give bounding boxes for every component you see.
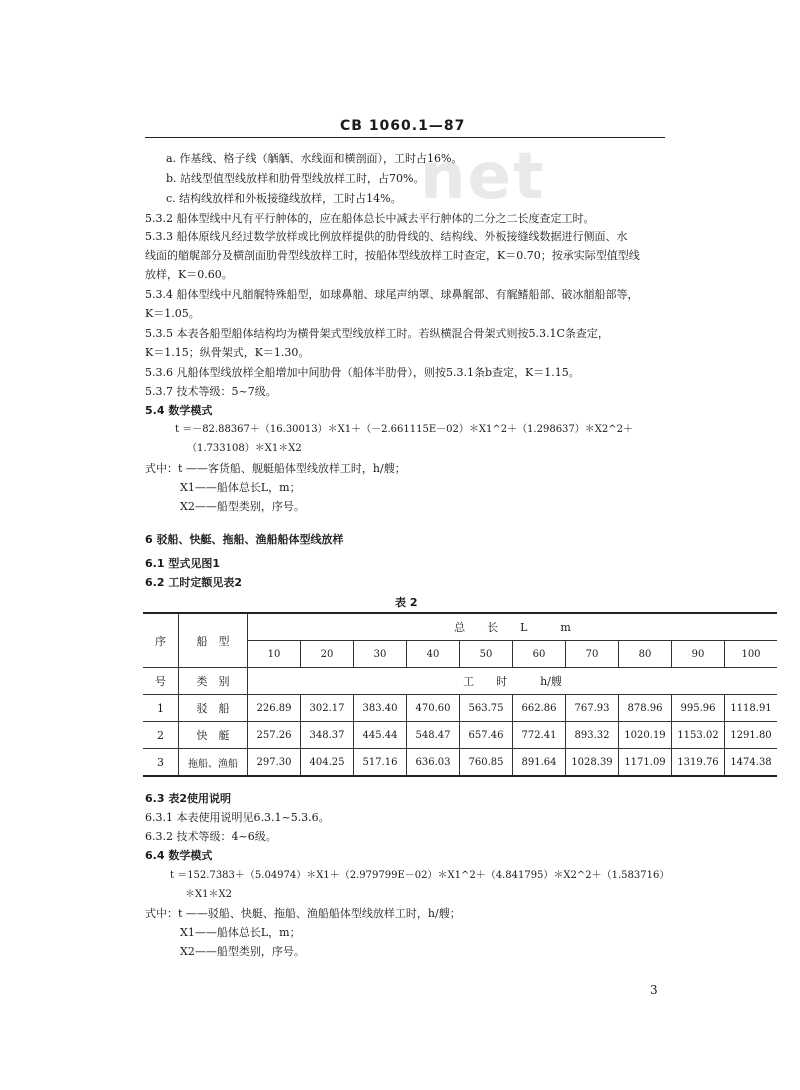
type-header-2: 类 别 — [179, 668, 248, 695]
document-code: CB 1060.1—87 — [340, 118, 466, 134]
clause-5-3-5-line2: K＝1.15；纵骨架式，K＝1.30。 — [145, 346, 310, 359]
cell: 1020.19 — [619, 722, 672, 749]
clause-5-3-7: 5.3.7 技术等级：5~7级。 — [145, 385, 277, 398]
row-type: 驳 船 — [179, 695, 248, 722]
formula-2-line2: ＊X1＊X2 — [185, 889, 232, 900]
cell: 893.32 — [566, 722, 619, 749]
cell: 470.60 — [407, 695, 460, 722]
cell: 662.86 — [513, 695, 566, 722]
formula-2-line1: t ＝152.7383＋（5.04974）＊X1＋（2.979799E－02）＊X1^2＋（4.841795）＊X2^2＋（1.583716） — [170, 870, 670, 881]
cell: 995.96 — [672, 695, 725, 722]
page-number: 3 — [650, 983, 658, 997]
type-header: 船 型 — [179, 613, 248, 668]
cell: 257.26 — [248, 722, 301, 749]
section-6-1: 6.1 型式见图1 — [145, 557, 220, 570]
clause-5-3-3-line1: 5.3.3 船体原线凡经过数学放样或比例放样提供的肋骨线的、结构线、外板接缝线数据进行侧面、水 — [145, 230, 628, 243]
length-col: 90 — [672, 641, 725, 668]
section-6-3: 6.3 表2使用说明 — [145, 792, 231, 805]
clause-5-3-4-line2: K＝1.05。 — [145, 307, 200, 320]
row-number: 2 — [143, 722, 179, 749]
cell: 878.96 — [619, 695, 672, 722]
cell: 1474.38 — [725, 749, 778, 777]
formula-2-where-x1: X1——船体总长L，m； — [180, 926, 301, 939]
cell: 1319.76 — [672, 749, 725, 777]
length-col: 80 — [619, 641, 672, 668]
clause-5-3-6: 5.3.6 凡船体型线放样全船增加中间肋骨（船体半肋骨），则按5.3.1条b查定，K＝1.15。 — [145, 366, 580, 379]
unit-header: 工 时 h/艘 — [248, 668, 778, 695]
length-col: 10 — [248, 641, 301, 668]
clause-5-3-3-line3: 放样，K＝0.60。 — [145, 268, 233, 281]
section-6-4: 6.4 数学模式 — [145, 849, 213, 862]
cell: 1028.39 — [566, 749, 619, 777]
work-hours-table — [143, 612, 777, 777]
cell: 891.64 — [513, 749, 566, 777]
item-c: c. 结构线放样和外板接缝线放样，工时占14%。 — [166, 192, 402, 205]
cell: 1118.91 — [725, 695, 778, 722]
section-6-2: 6.2 工时定额见表2 — [145, 576, 242, 589]
seq-header-2: 号 — [143, 668, 179, 695]
section-5-4-title: 5.4 数学模式 — [145, 404, 213, 417]
table-caption: 表 2 — [395, 596, 418, 609]
formula-2-where-x2: X2——船型类别，序号。 — [180, 945, 305, 958]
table-row — [143, 722, 777, 749]
clause-5-3-4-line1: 5.3.4 船体型线中凡艏艉特殊船型，如球鼻艏、球尾声纳罩、球鼻艉部、有艉鳍船部、破冰艏船部等， — [145, 288, 639, 301]
cell: 1171.09 — [619, 749, 672, 777]
clause-5-3-5-line1: 5.3.5 本表各船型船体结构均为横骨架式型线放样工时。若纵横混合骨架式则按5.3.1C条查定， — [145, 327, 609, 340]
cell: 1291.80 — [725, 722, 778, 749]
cell: 548.47 — [407, 722, 460, 749]
cell: 1153.02 — [672, 722, 725, 749]
watermark: net — [420, 140, 546, 214]
length-col: 50 — [460, 641, 513, 668]
row-number: 1 — [143, 695, 179, 722]
cell: 297.30 — [248, 749, 301, 777]
clause-5-3-3-line2: 线面的艏艉部分及横剖面肋骨型线放样工时，按船体型线放样工时查定，K＝0.70；按承实际型值型线 — [145, 249, 640, 262]
cell: 563.75 — [460, 695, 513, 722]
cell: 517.16 — [354, 749, 407, 777]
length-col: 60 — [513, 641, 566, 668]
length-col: 100 — [725, 641, 778, 668]
row-type: 快 艇 — [179, 722, 248, 749]
table-row — [143, 749, 777, 777]
formula-1-where-t: 式中：t ——客货船、舰艇船体型线放样工时，h/艘； — [145, 462, 406, 475]
length-col: 20 — [301, 641, 354, 668]
cell: 772.41 — [513, 722, 566, 749]
formula-1-where-x1: X1——船体总长L，m； — [180, 481, 301, 494]
cell: 636.03 — [407, 749, 460, 777]
section-6-title: 6 驳船、快艇、拖船、渔船船体型线放样 — [145, 533, 344, 546]
length-col: 30 — [354, 641, 407, 668]
row-type: 拖船、渔船 — [179, 749, 248, 777]
clause-5-3-2: 5.3.2 船体型线中凡有平行舯体的，应在船体总长中减去平行舯体的二分之二长度查定工时。 — [145, 212, 595, 225]
cell: 383.40 — [354, 695, 407, 722]
seq-header: 序 — [143, 613, 179, 668]
clause-6-3-2: 6.3.2 技术等级：4~6级。 — [145, 830, 277, 843]
item-a: a. 作基线、格子线（舾舾、水线面和横剖面），工时占16%。 — [166, 152, 463, 165]
formula-1-line1: t ＝－82.88367＋（16.30013）＊X1＋（－2.661115E－02）＊X1^2＋（1.298637）＊X2^2＋ — [175, 424, 634, 435]
table-row — [143, 695, 777, 722]
cell: 657.46 — [460, 722, 513, 749]
cell: 760.85 — [460, 749, 513, 777]
length-col: 40 — [407, 641, 460, 668]
cell: 302.17 — [301, 695, 354, 722]
cell: 226.89 — [248, 695, 301, 722]
cell: 348.37 — [301, 722, 354, 749]
cell: 445.44 — [354, 722, 407, 749]
item-b: b. 站线型值型线放样和肋骨型线放样工时，占70%。 — [166, 172, 425, 185]
cell: 404.25 — [301, 749, 354, 777]
length-col: 70 — [566, 641, 619, 668]
formula-1-where-x2: X2——船型类别，序号。 — [180, 500, 305, 513]
formula-2-where-t: 式中：t ——驳船、快艇、拖船、渔船船体型线放样工时，h/艘； — [145, 907, 461, 920]
formula-1-line2: （1.733108）＊X1＊X2 — [187, 443, 302, 454]
row-number: 3 — [143, 749, 179, 777]
header-rule — [145, 137, 665, 138]
length-header: 总 长 L m — [248, 613, 778, 641]
cell: 767.93 — [566, 695, 619, 722]
clause-6-3-1: 6.3.1 本表使用说明见6.3.1~5.3.6。 — [145, 811, 330, 824]
